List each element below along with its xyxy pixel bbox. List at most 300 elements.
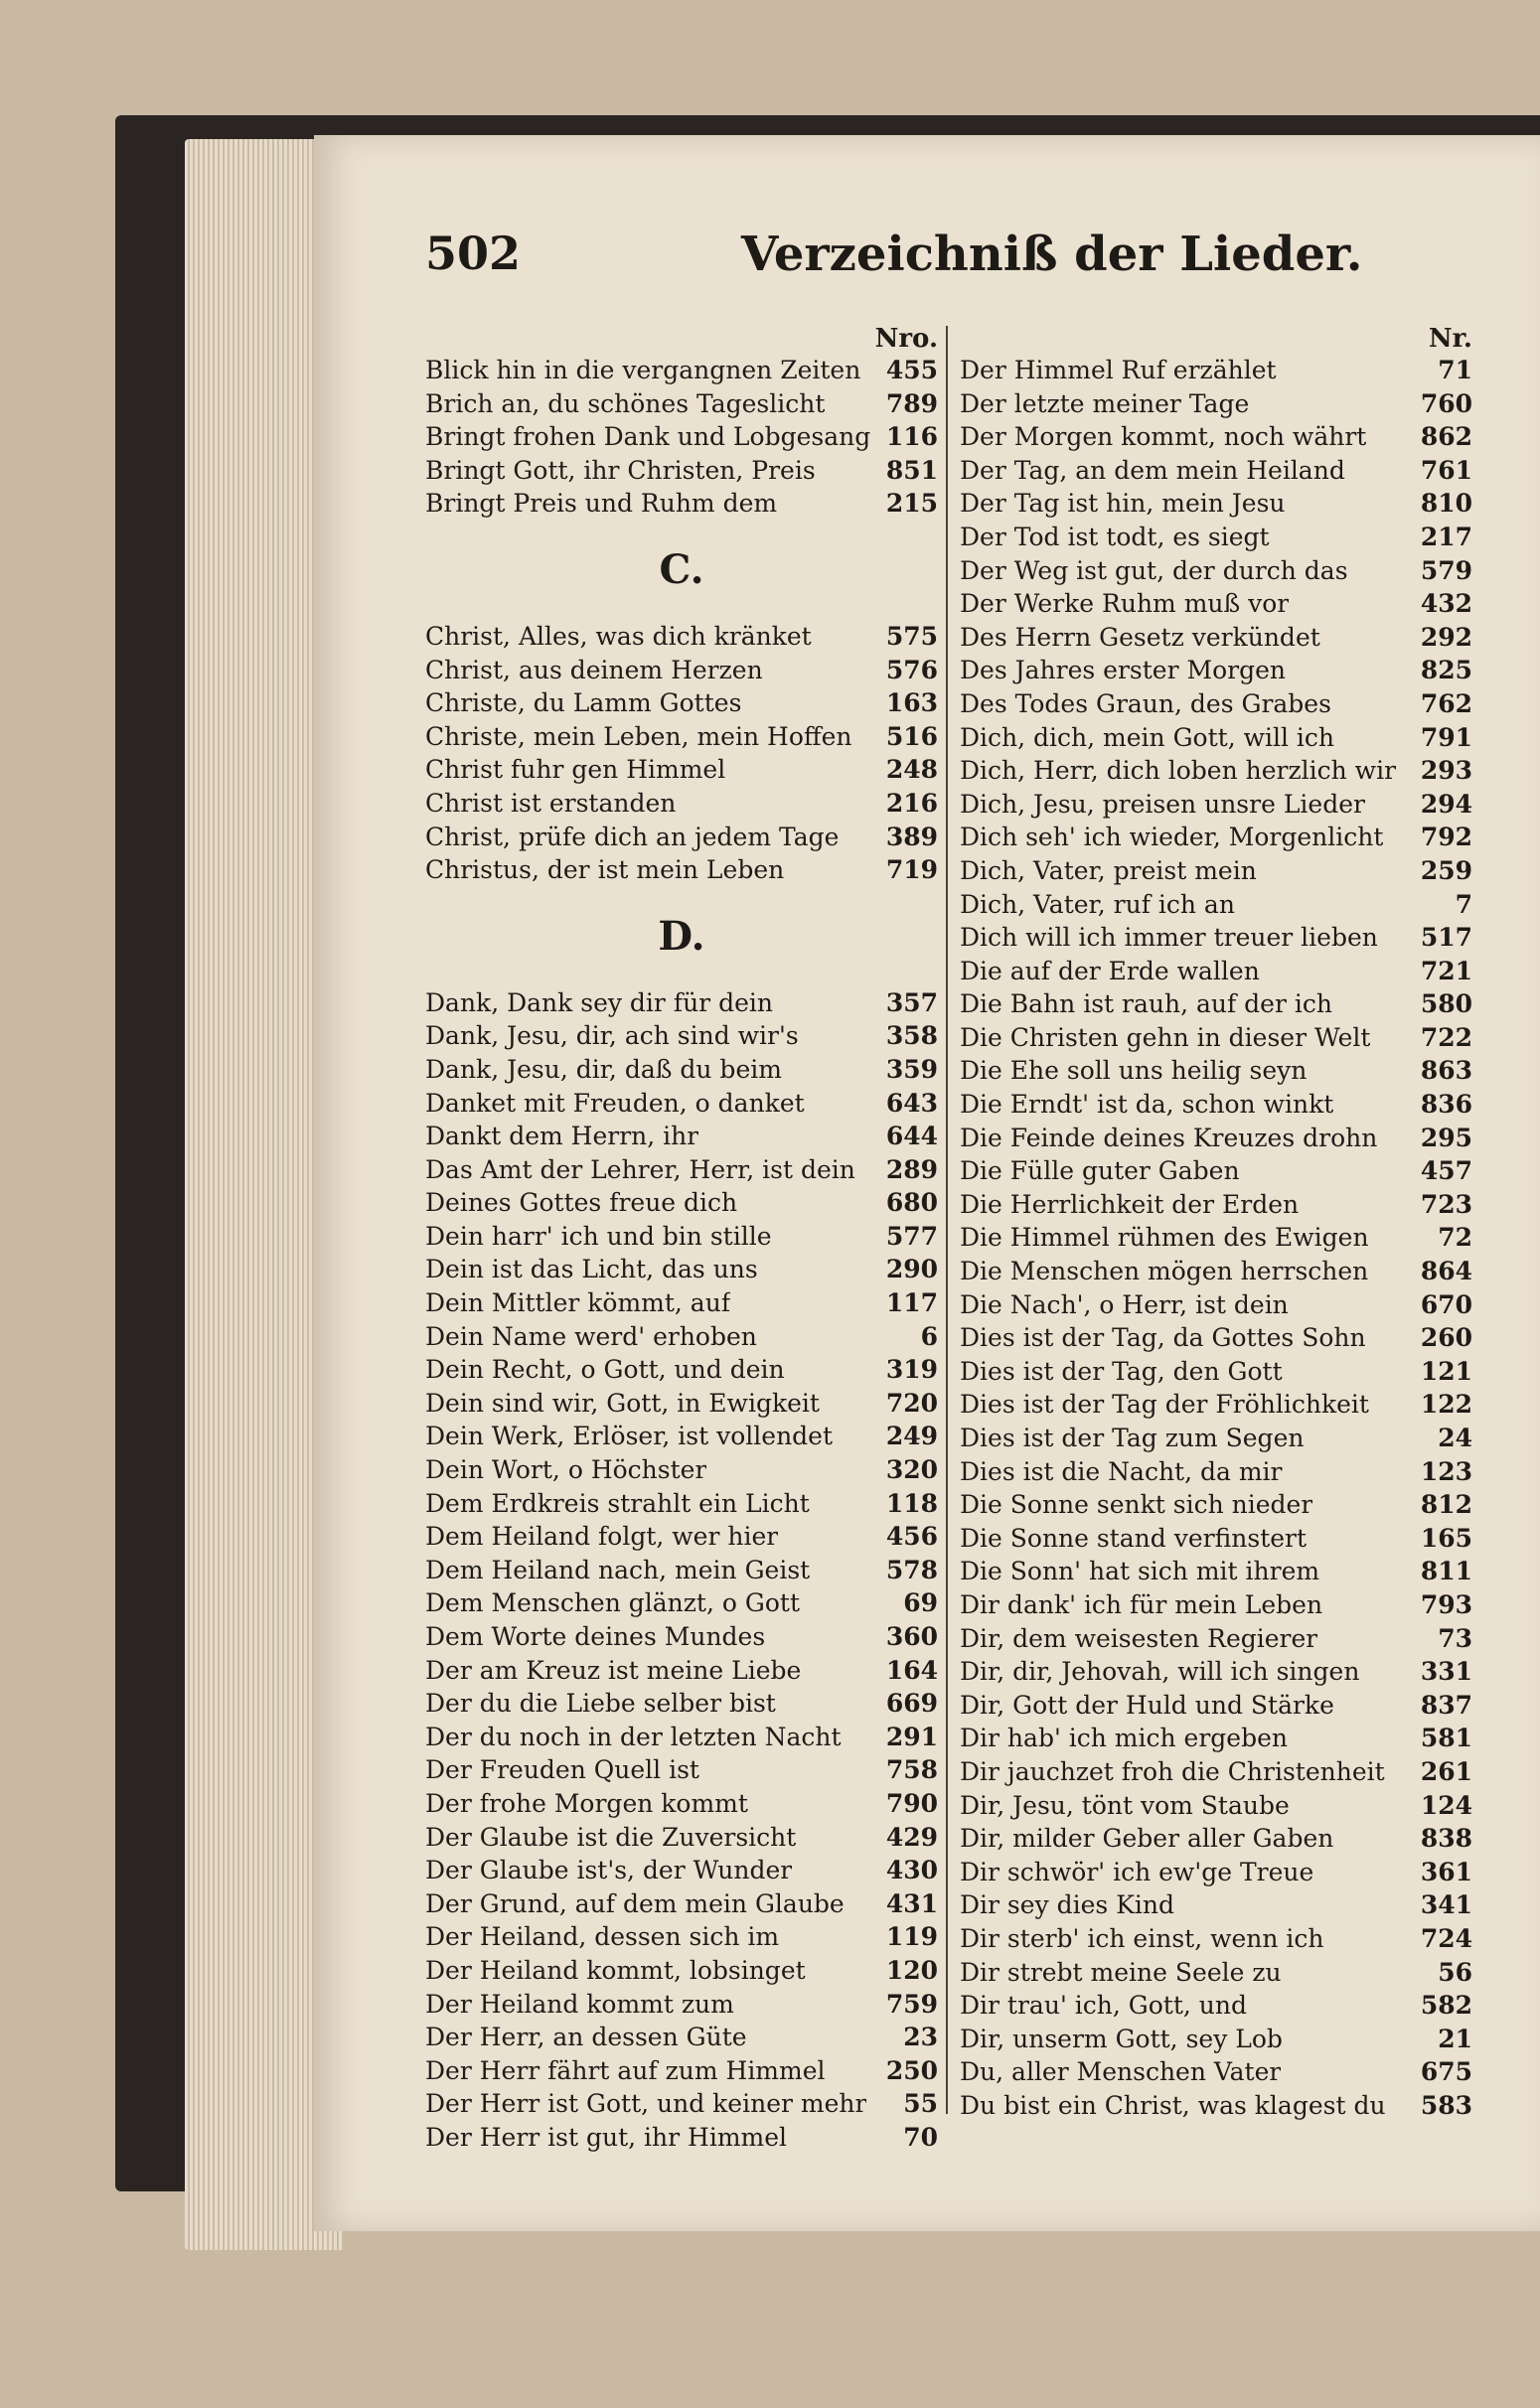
index-entry (960, 1522, 1472, 1556)
entry-title: Der letzte meiner Tage (960, 388, 1250, 418)
entry-title: Dein Name werd' erhoben (425, 1321, 757, 1351)
index-entry (960, 921, 1472, 955)
entry-title: Dein Werk, Erlöser, ist vollendet (425, 1422, 834, 1451)
entry-number: 122 (1420, 1390, 1472, 1420)
entry-number: 259 (1420, 855, 1472, 885)
index-entry (425, 720, 938, 754)
entry-number: 862 (1420, 422, 1472, 452)
entry-number: 117 (885, 1288, 938, 1318)
entry-number: 260 (1420, 1323, 1472, 1353)
index-entry (425, 1620, 938, 1654)
entry-title: Dies ist der Tag der Fröhlichkeit (960, 1390, 1369, 1420)
entry-list-c (425, 620, 938, 887)
index-entry (960, 1288, 1472, 1322)
entry-title: Dank, Jesu, dir, daß du beim (425, 1054, 782, 1084)
index-entry (960, 955, 1472, 988)
entry-number: 457 (1420, 1156, 1472, 1186)
page-title: Verzeichniß der Lieder. (741, 226, 1363, 282)
index-entry (960, 754, 1472, 788)
entry-title: Der Werke Ruhm muß vor (960, 589, 1290, 619)
entry-number: 579 (1420, 555, 1472, 585)
entry-title: Der Heiland kommt, lobsinget (425, 1955, 806, 1985)
index-entry (425, 1120, 938, 1153)
entry-number: 864 (1420, 1257, 1472, 1286)
entry-number: 124 (1420, 1790, 1472, 1820)
index-entry (960, 621, 1472, 655)
index-entry (960, 1922, 1472, 1956)
index-entry (425, 2021, 938, 2054)
entry-number: 341 (1420, 1890, 1472, 1920)
entry-number: 21 (1438, 2024, 1472, 2053)
entry-number: 759 (885, 1989, 938, 2019)
entry-number: 644 (885, 1122, 938, 1151)
index-entry (960, 1255, 1472, 1288)
entry-number: 582 (1420, 1991, 1472, 2021)
section-letter-d: D. (658, 913, 705, 961)
entry-number: 719 (885, 855, 938, 885)
index-entry (960, 1956, 1472, 1990)
index-entry (425, 1253, 938, 1286)
index-entry (960, 821, 1472, 854)
index-entry (425, 1520, 938, 1554)
entry-title: Dich, Vater, ruf ich an (960, 889, 1235, 919)
entry-number: 825 (1420, 656, 1472, 685)
entry-number: 575 (885, 621, 938, 651)
entry-number: 758 (885, 1755, 938, 1785)
entry-title: Der Tag, an dem mein Heiland (960, 455, 1345, 485)
entry-title: Dies ist die Nacht, da mir (960, 1456, 1283, 1486)
entry-title: Dich will ich immer treuer lieben (960, 923, 1378, 953)
entry-title: Dein Recht, o Gott, und dein (425, 1355, 785, 1385)
entry-number: 289 (885, 1154, 938, 1184)
entry-number: 761 (1420, 455, 1472, 485)
entry-number: 215 (885, 489, 938, 519)
entry-title: Dir dank' ich für mein Leben (960, 1589, 1323, 1619)
entry-title: Die Ehe soll uns heilig seyn (960, 1056, 1308, 1086)
index-entry (960, 721, 1472, 755)
entry-number: 72 (1438, 1223, 1472, 1253)
index-entry (425, 1286, 938, 1320)
entry-number: 23 (903, 2023, 938, 2052)
entry-list-right (960, 354, 1472, 2122)
index-entry (425, 1753, 938, 1787)
entry-number: 789 (885, 388, 938, 418)
index-entry (425, 686, 938, 720)
entry-title: Danket mit Freuden, o danket (425, 1088, 805, 1118)
entry-title: Dein Wort, o Höchster (425, 1455, 707, 1485)
entry-title: Christe, du Lamm Gottes (425, 688, 742, 718)
entry-number: 165 (1420, 1523, 1472, 1553)
entry-number: 792 (1420, 823, 1472, 852)
index-entry (960, 454, 1472, 488)
index-entry (960, 2023, 1472, 2056)
index-entry (425, 454, 938, 488)
entry-title: Die Menschen mögen herrschen (960, 1257, 1369, 1286)
entry-number: 250 (885, 2055, 938, 2085)
index-entry (425, 620, 938, 654)
entry-title: Die Sonne senkt sich nieder (960, 1490, 1313, 1520)
entry-title: Der Glaube ist's, der Wunder (425, 1856, 793, 1885)
entry-number: 432 (1420, 589, 1472, 619)
entry-number: 389 (885, 822, 938, 851)
entry-title: Dich, dich, mein Gott, will ich (960, 722, 1335, 752)
entry-title: Du, aller Menschen Vater (960, 2057, 1282, 2087)
index-entry (425, 1554, 938, 1587)
index-entry (960, 1689, 1472, 1723)
entry-number: 456 (885, 1522, 938, 1552)
entry-number: 294 (1420, 789, 1472, 819)
index-entry (960, 387, 1472, 421)
entry-number: 358 (885, 1021, 938, 1051)
index-entry (960, 687, 1472, 721)
index-entry (960, 1422, 1472, 1455)
entry-number: 217 (1420, 522, 1472, 551)
entry-number: 70 (903, 2122, 938, 2152)
entry-number: 71 (1438, 356, 1472, 384)
index-entry (425, 2087, 938, 2121)
entry-number: 248 (885, 755, 938, 785)
entry-title: Der du noch in der letzten Nacht (425, 1722, 842, 1751)
entry-number: 331 (1420, 1657, 1472, 1687)
entry-number: 163 (885, 688, 938, 718)
entry-title: Das Amt der Lehrer, Herr, ist dein (425, 1154, 855, 1184)
entry-number: 56 (1438, 1957, 1472, 1987)
entry-number: 576 (885, 655, 938, 684)
column-heading: Nr. (1428, 324, 1472, 354)
entry-title: Der Morgen kommt, noch währt (960, 422, 1367, 452)
entry-title: Der frohe Morgen kommt (425, 1788, 748, 1818)
index-entry (960, 1588, 1472, 1622)
entry-number: 119 (885, 1922, 938, 1952)
column-divider (946, 326, 948, 2114)
entry-number: 292 (1420, 622, 1472, 652)
index-entry (425, 354, 938, 387)
entry-number: 838 (1420, 1824, 1472, 1854)
column-heading: Nro. (874, 324, 938, 354)
entry-title: Dein Mittler kömmt, auf (425, 1288, 731, 1318)
entry-number: 361 (1420, 1857, 1472, 1886)
entry-title: Der Herr ist Gott, und keiner mehr (425, 2089, 867, 2119)
entry-title: Dir, Jesu, tönt vom Staube (960, 1790, 1290, 1820)
entry-number: 6 (920, 1321, 938, 1351)
entry-title: Brich an, du schönes Tageslicht (425, 388, 826, 418)
index-entry (425, 853, 938, 887)
index-entry (960, 1655, 1472, 1689)
entry-number: 430 (885, 1856, 938, 1885)
entry-title: Christ, aus deinem Herzen (425, 655, 763, 684)
index-entry (425, 1687, 938, 1721)
index-entry (425, 1654, 938, 1688)
entry-number: 811 (1420, 1557, 1472, 1586)
entry-title: Die Bahn ist rauh, auf der ich (960, 989, 1332, 1019)
index-entry (960, 1622, 1472, 1656)
entry-title: Dir schwör' ich ew'ge Treue (960, 1857, 1314, 1886)
entry-number: 721 (1420, 956, 1472, 985)
entry-number: 580 (1420, 989, 1472, 1019)
entry-number: 790 (885, 1788, 938, 1818)
entry-number: 295 (1420, 1123, 1472, 1152)
entry-title: Christ ist erstanden (425, 788, 677, 818)
entry-title: Des Jahres erster Morgen (960, 656, 1286, 685)
entry-title: Dich, Jesu, preisen unsre Lieder (960, 789, 1365, 819)
index-entry (960, 1388, 1472, 1422)
entry-number: 578 (885, 1555, 938, 1584)
entry-list-d (425, 986, 938, 2155)
entry-title: Der du die Liebe selber bist (425, 1689, 776, 1719)
index-entry (960, 1188, 1472, 1222)
index-entry (425, 487, 938, 521)
entry-title: Der am Kreuz ist meine Liebe (425, 1655, 802, 1685)
entry-number: 360 (885, 1622, 938, 1651)
entry-title: Dem Heiland nach, mein Geist (425, 1555, 811, 1584)
entry-number: 793 (1420, 1589, 1472, 1619)
index-entry (425, 1019, 938, 1053)
entry-number: 55 (903, 2089, 938, 2119)
entry-number: 577 (885, 1221, 938, 1251)
entry-number: 863 (1420, 1056, 1472, 1086)
entry-number: 24 (1438, 1424, 1472, 1452)
entry-number: 669 (885, 1689, 938, 1719)
index-entry (960, 1021, 1472, 1055)
entry-title: Der Tag ist hin, mein Jesu (960, 489, 1286, 519)
entry-title: Die Fülle guter Gaben (960, 1156, 1240, 1186)
section-letter-c: C. (659, 546, 704, 594)
index-entry (425, 654, 938, 687)
entry-title: Der Grund, auf dem mein Glaube (425, 1888, 845, 1918)
index-entry (960, 1888, 1472, 1922)
entry-title: Der Glaube ist die Zuversicht (425, 1822, 797, 1852)
entry-title: Christ, prüfe dich an jedem Tage (425, 822, 840, 851)
index-entry (425, 420, 938, 454)
entry-number: 720 (885, 1388, 938, 1418)
entry-title: Dank, Jesu, dir, ach sind wir's (425, 1021, 799, 1051)
entry-number: 73 (1438, 1623, 1472, 1653)
index-entry (960, 1856, 1472, 1889)
index-entry (960, 487, 1472, 521)
left-column (425, 324, 938, 2155)
index-entry (960, 1154, 1472, 1188)
entry-title: Dir, unserm Gott, sey Lob (960, 2024, 1283, 2053)
index-entry (960, 654, 1472, 687)
index-entry (960, 1555, 1472, 1588)
entry-number: 249 (885, 1422, 938, 1451)
index-entry (425, 1487, 938, 1521)
entry-title: Die Himmel rühmen des Ewigen (960, 1223, 1369, 1253)
index-entry (425, 1420, 938, 1453)
index-entry (425, 1153, 938, 1187)
entry-title: Die Nach', o Herr, ist dein (960, 1289, 1289, 1319)
entry-number: 762 (1420, 688, 1472, 718)
entry-title: Der Herr fährt auf zum Himmel (425, 2055, 826, 2085)
entry-title: Dein sind wir, Gott, in Ewigkeit (425, 1388, 820, 1418)
index-entry (425, 1087, 938, 1121)
index-entry (960, 1989, 1472, 2023)
index-entry (425, 2054, 938, 2088)
entry-title: Der Heiland, dessen sich im (425, 1922, 780, 1952)
entry-title: Dir sterb' ich einst, wenn ich (960, 1923, 1324, 1953)
index-entry (425, 1854, 938, 1887)
entry-title: Die Sonn' hat sich mit ihrem (960, 1557, 1320, 1586)
entry-title: Dankt dem Herrn, ihr (425, 1122, 699, 1151)
entry-number: 812 (1420, 1490, 1472, 1520)
index-entry (425, 1186, 938, 1220)
entry-title: Dem Worte deines Mundes (425, 1622, 766, 1651)
entry-number: 261 (1420, 1756, 1472, 1786)
entry-title: Die auf der Erde wallen (960, 956, 1260, 985)
entry-number: 116 (885, 422, 938, 452)
index-entry (425, 753, 938, 787)
entry-title: Die Christen gehn in dieser Welt (960, 1022, 1371, 1052)
entry-title: Du bist ein Christ, was klagest du (960, 2090, 1386, 2120)
index-entry (960, 1488, 1472, 1522)
entry-title: Die Erndt' ist da, schon winkt (960, 1090, 1334, 1120)
entry-number: 723 (1420, 1189, 1472, 1219)
entry-title: Der Tod ist todt, es siegt (960, 522, 1270, 551)
entry-number: 164 (885, 1655, 938, 1685)
entry-title: Die Sonne stand verfinstert (960, 1523, 1308, 1553)
entry-number: 319 (885, 1355, 938, 1385)
entry-number: 320 (885, 1455, 938, 1485)
entry-title: Dem Heiland folgt, wer hier (425, 1522, 779, 1552)
entry-number: 724 (1420, 1923, 1472, 1953)
index-entry (960, 1355, 1472, 1389)
entry-title: Dies ist der Tag zum Segen (960, 1424, 1305, 1452)
entry-number: 722 (1420, 1022, 1472, 1052)
entry-number: 670 (1420, 1289, 1472, 1319)
entry-number: 121 (1420, 1356, 1472, 1386)
index-entry (425, 1887, 938, 1921)
entry-title: Dich seh' ich wieder, Morgenlicht (960, 823, 1384, 852)
entry-number: 643 (885, 1088, 938, 1118)
entry-title: Deines Gottes freue dich (425, 1188, 738, 1218)
entry-number: 293 (1420, 756, 1472, 786)
entry-title: Der Herr ist gut, ihr Himmel (425, 2122, 788, 2152)
index-entry (425, 1988, 938, 2022)
index-entry (425, 821, 938, 854)
entry-title: Dem Erdkreis strahlt ein Licht (425, 1488, 810, 1518)
entry-number: 7 (1455, 889, 1472, 919)
entry-number: 357 (885, 987, 938, 1017)
index-entry (960, 788, 1472, 822)
index-entry (960, 987, 1472, 1021)
entry-number: 290 (885, 1255, 938, 1284)
entry-title: Dir sey dies Kind (960, 1890, 1174, 1920)
entry-title: Bringt Preis und Ruhm dem (425, 489, 778, 519)
index-entry (425, 1453, 938, 1487)
entry-title: Christus, der ist mein Leben (425, 855, 785, 885)
entry-title: Der Herr, an dessen Güte (425, 2023, 747, 2052)
entry-title: Bringt Gott, ihr Christen, Preis (425, 455, 816, 485)
entry-number: 69 (903, 1588, 938, 1618)
index-entry (960, 1054, 1472, 1088)
index-entry (960, 1221, 1472, 1255)
index-entry (425, 1787, 938, 1821)
index-entry (425, 1320, 938, 1354)
entry-number: 118 (885, 1488, 938, 1518)
page-number: 502 (425, 226, 522, 280)
entry-title: Dies ist der Tag, da Gottes Sohn (960, 1323, 1366, 1353)
entry-title: Der Himmel Ruf erzählet (960, 356, 1277, 384)
index-entry (425, 787, 938, 821)
entry-title: Die Feinde deines Kreuzes drohn (960, 1123, 1378, 1152)
right-column (960, 324, 1472, 2122)
index-entry (425, 986, 938, 1020)
entry-title: Christ, Alles, was dich kränket (425, 621, 812, 651)
index-entry (960, 554, 1472, 588)
page-header (425, 226, 1528, 286)
entry-list-b (425, 354, 938, 521)
index-entry (425, 1053, 938, 1087)
entry-number: 837 (1420, 1690, 1472, 1720)
entry-number: 583 (1420, 2090, 1472, 2120)
index-entry (425, 1220, 938, 1254)
entry-number: 851 (885, 455, 938, 485)
entry-number: 836 (1420, 1090, 1472, 1120)
index-entry (425, 1821, 938, 1855)
index-entry (960, 521, 1472, 554)
entry-title: Dich, Vater, preist mein (960, 855, 1257, 885)
index-entry (960, 587, 1472, 621)
entry-title: Blick hin in die vergangnen Zeiten (425, 356, 861, 384)
index-entry (960, 1822, 1472, 1856)
entry-number: 760 (1420, 388, 1472, 418)
entry-number: 581 (1420, 1724, 1472, 1753)
index-entry (960, 2089, 1472, 2123)
entry-number: 680 (885, 1188, 938, 1218)
entry-number: 810 (1420, 489, 1472, 519)
index-entry (425, 1387, 938, 1421)
entry-number: 291 (885, 1722, 938, 1751)
entry-title: Dem Menschen glänzt, o Gott (425, 1588, 800, 1618)
entry-number: 517 (1420, 923, 1472, 953)
entry-title: Dir, dir, Jehovah, will ich singen (960, 1657, 1360, 1687)
entry-title: Des Todes Graun, des Grabes (960, 688, 1331, 718)
entry-number: 216 (885, 788, 938, 818)
entry-title: Des Herrn Gesetz verkündet (960, 622, 1320, 652)
index-entry (960, 1455, 1472, 1489)
entry-title: Dies ist der Tag, den Gott (960, 1356, 1283, 1386)
entry-title: Dir, milder Geber aller Gaben (960, 1824, 1334, 1854)
index-entry (425, 1721, 938, 1754)
entry-title: Dir jauchzet froh die Christenheit (960, 1756, 1385, 1786)
index-entry (960, 420, 1472, 454)
index-entry (960, 1088, 1472, 1122)
index-entry (425, 1353, 938, 1387)
index-entry (960, 2055, 1472, 2089)
entry-title: Dich, Herr, dich loben herzlich wir (960, 756, 1397, 786)
index-entry (425, 1920, 938, 1954)
entry-title: Dir, dem weisesten Regierer (960, 1623, 1318, 1653)
entry-number: 359 (885, 1054, 938, 1084)
index-entry (960, 354, 1472, 387)
entry-title: Christe, mein Leben, mein Hoffen (425, 721, 852, 751)
index-entry (960, 1722, 1472, 1755)
entry-number: 516 (885, 721, 938, 751)
entry-number: 429 (885, 1822, 938, 1852)
index-entry (960, 888, 1472, 922)
entry-number: 123 (1420, 1456, 1472, 1486)
entry-title: Der Freuden Quell ist (425, 1755, 699, 1785)
entry-title: Dein ist das Licht, das uns (425, 1255, 758, 1284)
entry-title: Christ fuhr gen Himmel (425, 755, 726, 785)
entry-number: 455 (885, 356, 938, 384)
entry-title: Dir, Gott der Huld und Stärke (960, 1690, 1334, 1720)
index-entry (960, 1789, 1472, 1823)
entry-title: Dir trau' ich, Gott, und (960, 1991, 1247, 2021)
entry-title: Bringt frohen Dank und Lobgesang (425, 422, 871, 452)
index-entry (960, 1321, 1472, 1355)
index-entry (425, 1954, 938, 1988)
